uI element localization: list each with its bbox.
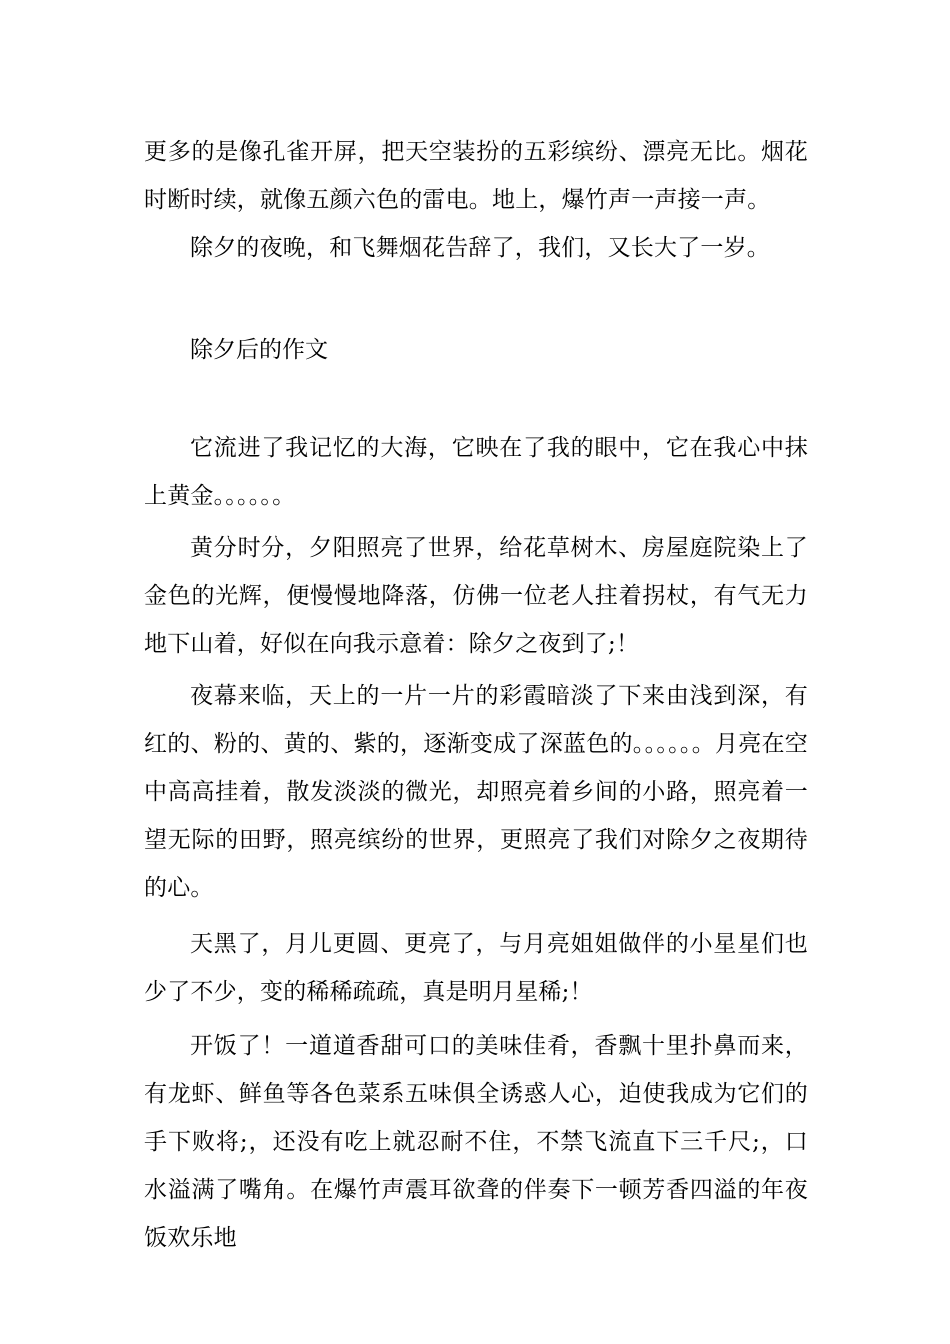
paragraph-new-year-eve-farewell: 除夕的夜晚，和飞舞烟花告辞了，我们，又长大了一岁。	[190, 235, 770, 261]
paragraph-nightfall: 夜幕来临，天上的一片一片的彩霞暗淡了下来由浅到深，有红的、粉的、黄的、紫的，逐渐变成了深蓝色的。。。。。。月亮在空中高高挂着，散发淡淡的微光，却照亮着乡间的小路，照亮着一望无际的田野，照亮缤纷的世界，更照亮了我们对除夕之夜期待的心。	[144, 683, 808, 901]
paragraph-dinner: 开饭了！一道道香甜可口的美味佳肴，香飘十里扑鼻而来，有龙虾、鲜鱼等各色菜系五味俱全诱惑人心，迫使我成为它们的手下败将;，还没有吃上就忍耐不住，不禁飞流直下三千尺;，口水溢满了嘴角。在爆竹声震耳欲聋的伴奏下一顿芳香四溢的年夜饭欢乐地	[144, 1033, 808, 1251]
paragraph-moon-stars: 天黑了，月儿更圆、更亮了，与月亮姐姐做伴的小星星们也少了不少，变的稀稀疏疏，真是明月星稀;！	[144, 931, 808, 1005]
essay-title: 除夕后的作文	[190, 337, 328, 363]
paragraph-fireworks: 更多的是像孔雀开屏，把天空装扮的五彩缤纷、漂亮无比。烟花时断时续，就像五颜六色的雷电。地上，爆竹声一声接一声。	[144, 139, 808, 213]
paragraph-memory-sea: 它流进了我记忆的大海，它映在了我的眼中，它在我心中抹上黄金。。。。。。	[144, 435, 808, 509]
paragraph-sunset: 黄分时分，夕阳照亮了世界，给花草树木、房屋庭院染上了金色的光辉，便慢慢地降落，仿佛一位老人拄着拐杖，有气无力地下山着，好似在向我示意着：除夕之夜到了;！	[144, 535, 808, 657]
